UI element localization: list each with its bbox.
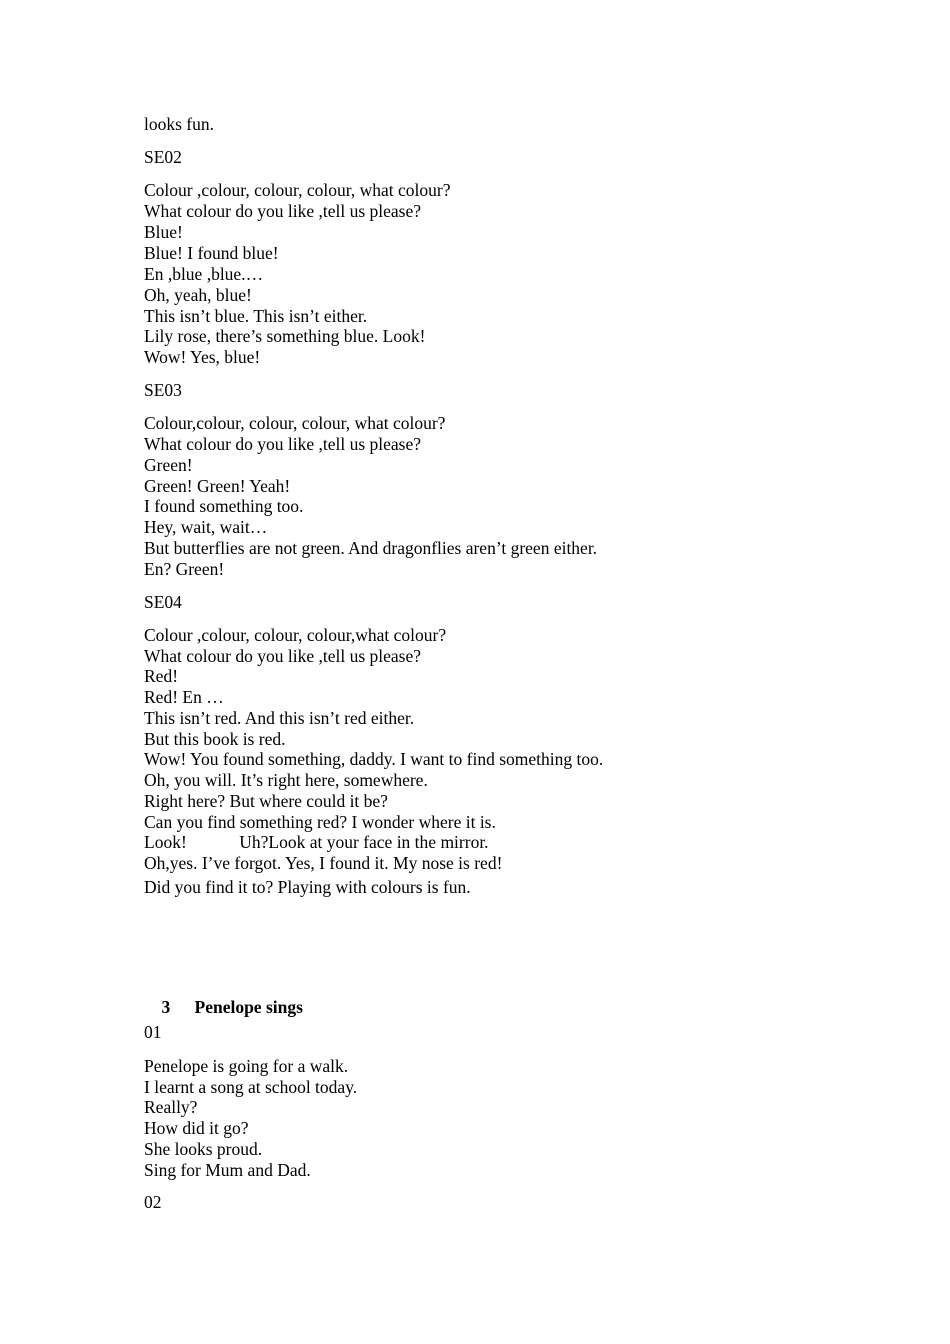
se03-label: SE03: [144, 380, 182, 400]
se04-line-6: But this book is red.: [144, 729, 286, 749]
se04-line-8: Oh, you will. It’s right here, somewhere.: [144, 770, 428, 790]
se02-line-2: What colour do you like ,tell us please?: [144, 201, 422, 221]
se04-line-12: Oh,yes. I’ve forgot. Yes, I found it. My nose is red!: [144, 853, 503, 873]
se04-line-2: What colour do you like ,tell us please?: [144, 646, 422, 666]
se02-line-5: En ,blue ,blue.…: [144, 264, 264, 284]
se02-line-9: Wow! Yes, blue!: [144, 347, 261, 367]
se04-line-13: Did you find it to? Playing with colours is fun.: [144, 877, 471, 897]
s01-line-1: Penelope is going for a walk.: [144, 1056, 349, 1076]
section-title: Penelope sings: [194, 997, 303, 1017]
se03-line-4: Green! Green! Yeah!: [144, 476, 291, 496]
se04-line-1: Colour ,colour, colour, colour,what colour?: [144, 625, 447, 645]
se04-line-11: Look! Uh?Look at your face in the mirror.: [144, 832, 489, 852]
se02-label: SE02: [144, 147, 182, 167]
s01-line-6: Sing for Mum and Dad.: [144, 1160, 311, 1180]
section-number: 3: [161, 997, 171, 1017]
se03-line-6: Hey, wait, wait…: [144, 517, 268, 537]
se02-line-6: Oh, yeah, blue!: [144, 285, 252, 305]
s01-line-5: She looks proud.: [144, 1139, 263, 1159]
se03-line-8: En? Green!: [144, 559, 225, 579]
se04-line-4: Red! En …: [144, 687, 224, 707]
section-heading: [144, 976, 303, 1039]
se04-line-5: This isn’t red. And this isn’t red either.: [144, 708, 415, 728]
se04-line-9: Right here? But where could it be?: [144, 791, 388, 811]
se02-line-4: Blue! I found blue!: [144, 243, 279, 263]
s01-label: 01: [144, 1022, 162, 1042]
se02-line-8: Lily rose, there’s something blue. Look!: [144, 326, 426, 346]
se03-line-3: Green!: [144, 455, 193, 475]
se03-line-5: I found something too.: [144, 496, 304, 516]
se04-line-3: Red!: [144, 666, 179, 686]
intro-line: looks fun.: [144, 114, 214, 134]
s01-line-3: Really?: [144, 1097, 198, 1117]
s02-label: 02: [144, 1192, 162, 1212]
se03-line-2: What colour do you like ,tell us please?: [144, 434, 422, 454]
se03-line-7: But butterflies are not green. And dragonflies aren’t green either.: [144, 538, 598, 558]
se03-line-1: Colour,colour, colour, colour, what colour?: [144, 413, 446, 433]
se04-line-10: Can you find something red? I wonder where it is.: [144, 812, 496, 832]
s01-line-4: How did it go?: [144, 1118, 249, 1138]
se02-line-3: Blue!: [144, 222, 183, 242]
se02-line-1: Colour ,colour, colour, colour, what colour?: [144, 180, 451, 200]
se02-line-7: This isn’t blue. This isn’t either.: [144, 306, 368, 326]
se04-line-7: Wow! You found something, daddy. I want to find something too.: [144, 749, 604, 769]
se04-label: SE04: [144, 592, 182, 612]
s01-line-2: I learnt a song at school today.: [144, 1077, 358, 1097]
